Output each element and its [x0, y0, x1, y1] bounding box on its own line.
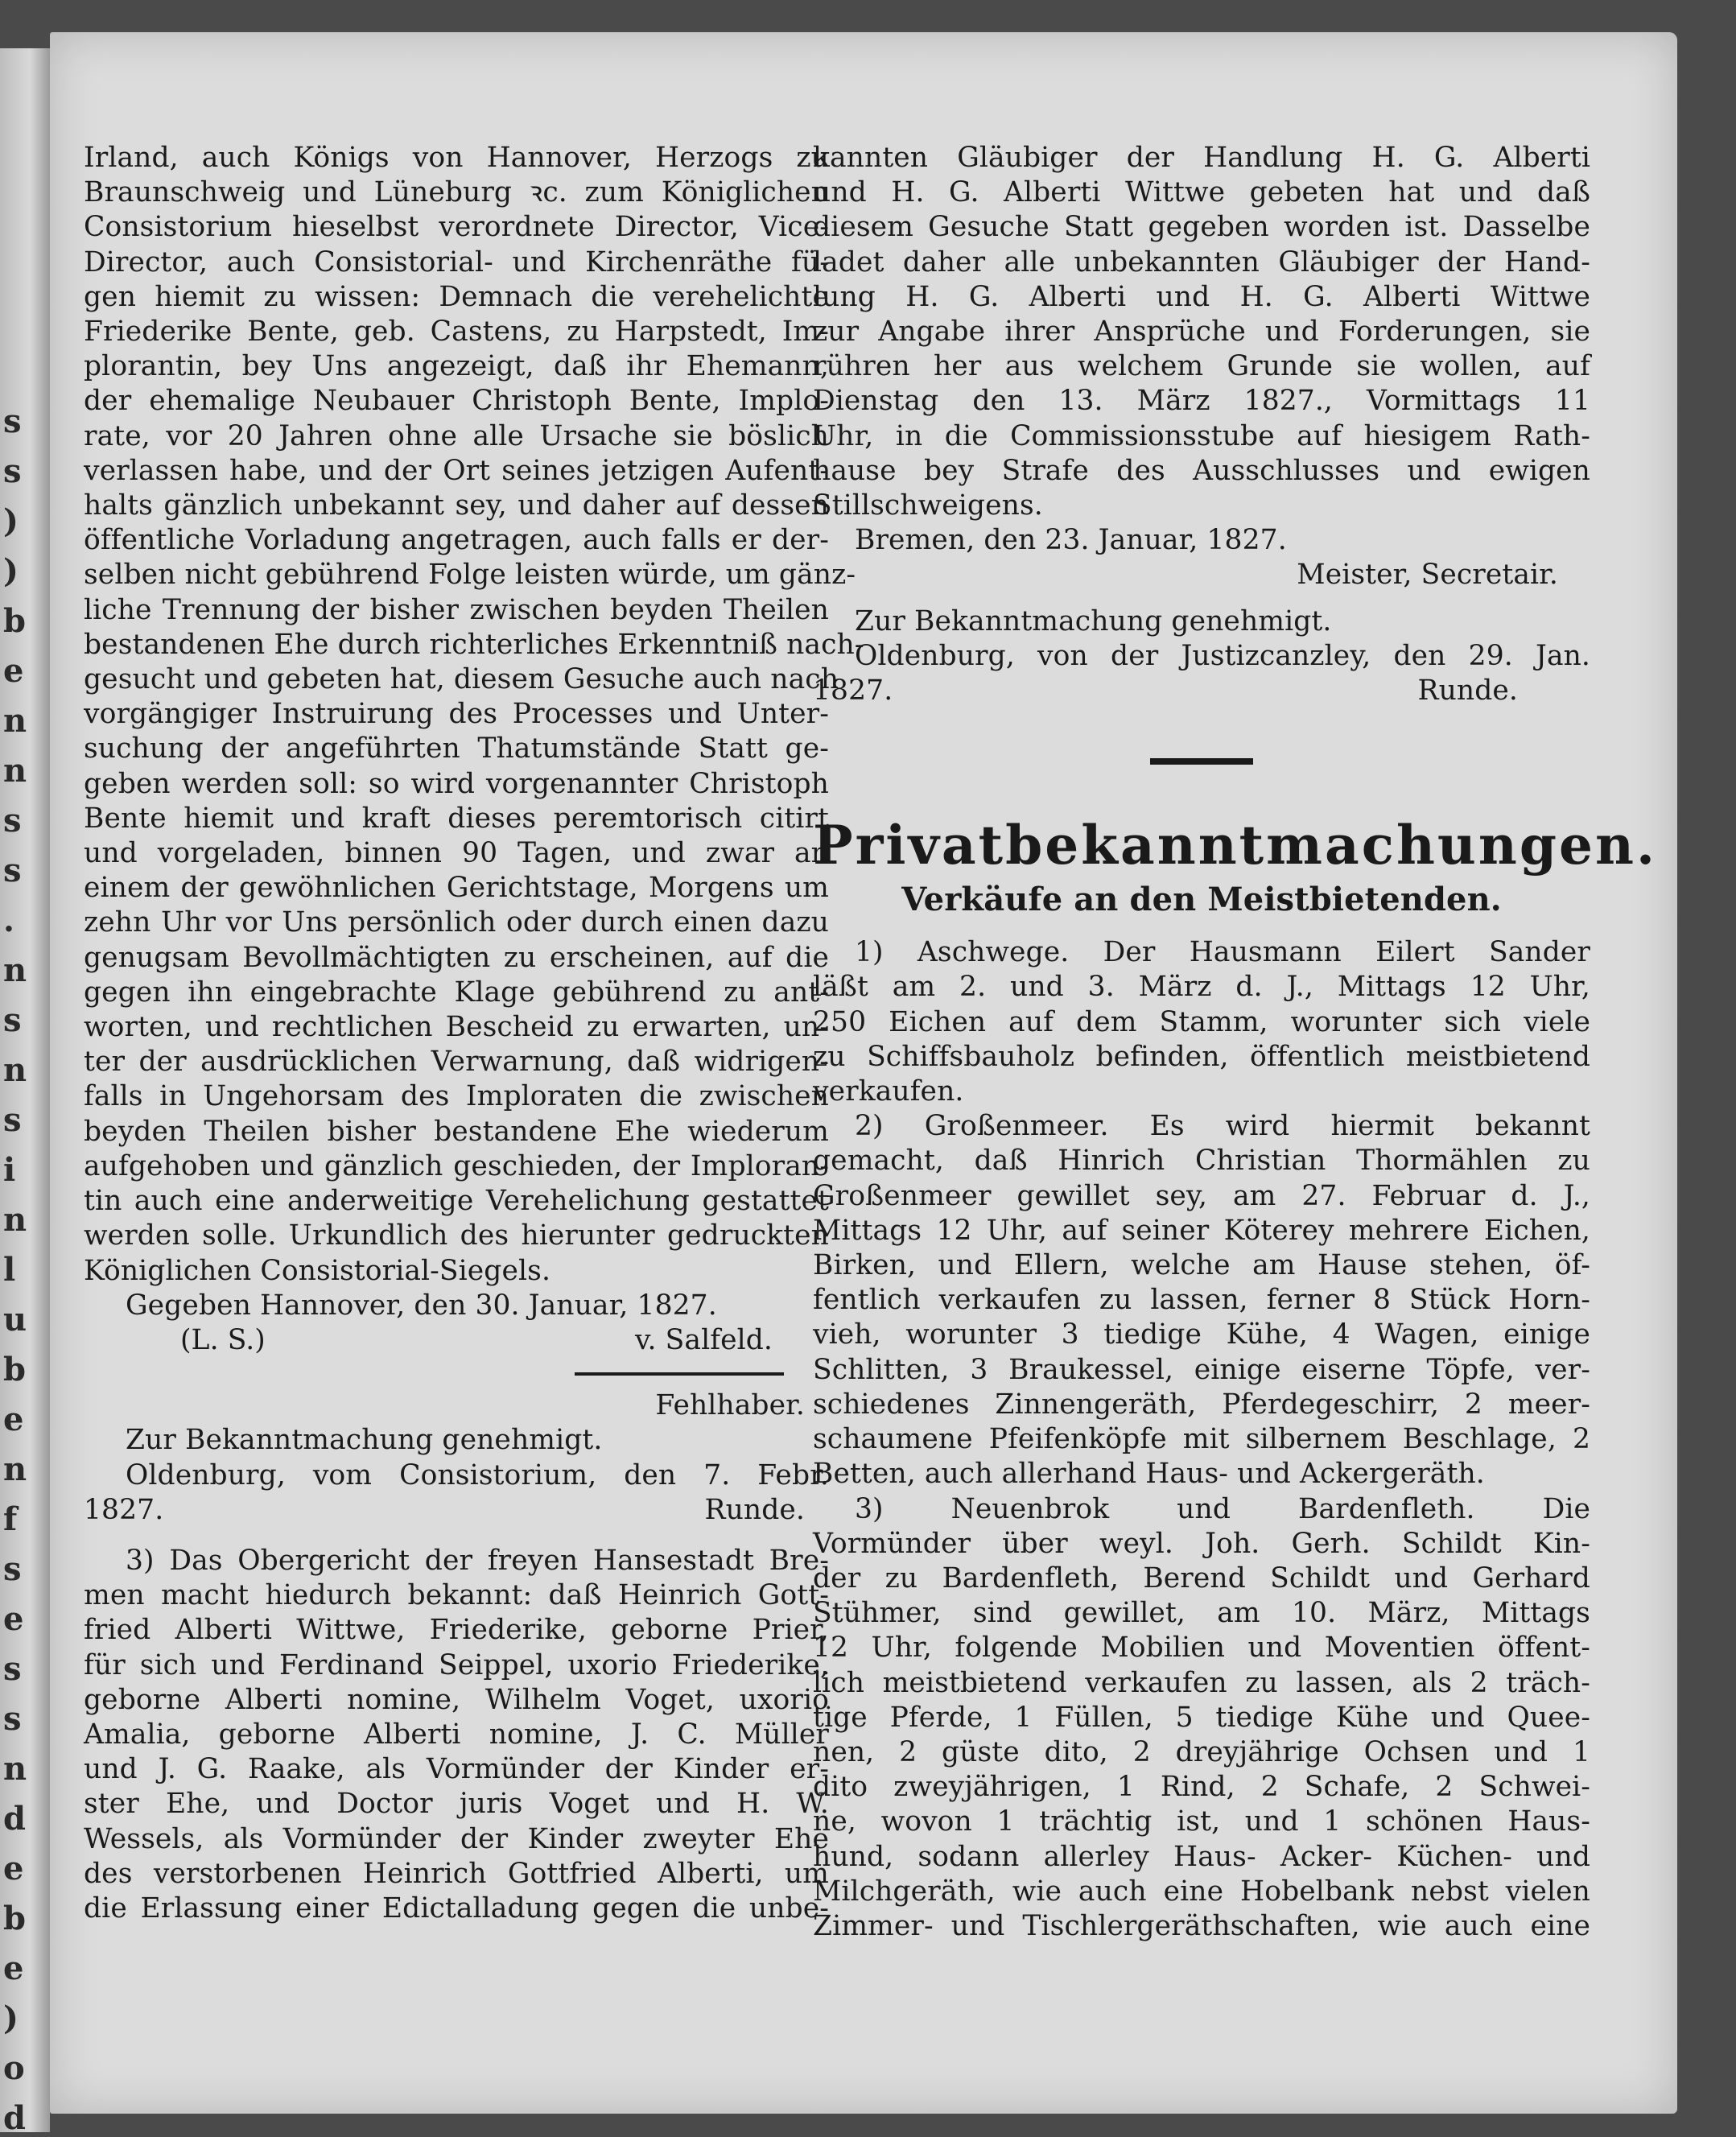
- right-column: [813, 141, 1658, 1944]
- text-line: läßt am 2. und 3. März d. J., Mittags 12 Uhr,: [813, 971, 1590, 1004]
- item-neuenbrok-bardenfleth: [813, 1492, 1590, 1945]
- prev-page-glyph: ): [3, 502, 19, 540]
- text-line: worten, und rechtlichen Bescheid zu erwarten, un-: [84, 1011, 829, 1044]
- prev-page-glyph: n: [3, 951, 27, 989]
- signer-salfeld: v. Salfeld.: [635, 1323, 773, 1356]
- text-line: fentlich verkaufen zu lassen, ferner 8 Stück Horn-: [813, 1284, 1590, 1317]
- text-line: des verstorbenen Heinrich Gottfried Alberti, um: [84, 1857, 829, 1890]
- prev-page-glyph: s: [3, 1550, 22, 1588]
- text-line: und J. G. Raake, als Vormünder der Kinder er-: [84, 1753, 829, 1786]
- auction-sales-subheading: Verkäufe an den Meistbietenden.: [901, 881, 1502, 919]
- text-line: für sich und Ferdinand Seippel, uxorio Friederike,: [84, 1648, 829, 1681]
- text-line: 3) Das Obergericht der freyen Hansestadt Bre-: [126, 1544, 829, 1577]
- text-line: vieh, worunter 3 tiedige Kühe, 4 Wagen, einige: [813, 1318, 1590, 1351]
- approval-line-left: Zur Bekanntmachung genehmigt.: [126, 1424, 603, 1457]
- text-line: 1) Aschwege. Der Hausmann Eilert Sander: [855, 936, 1590, 969]
- previous-page-text-fragments: [3, 48, 45, 2137]
- prev-page-glyph: s: [3, 802, 22, 840]
- left-column: [84, 141, 864, 1926]
- text-line: 3) Neuenbrok und Bardenfleth. Die: [855, 1492, 1590, 1525]
- text-line: 2) Großenmeer. Es wird hiermit bekannt: [855, 1110, 1590, 1143]
- text-line: schiedenes Zinnengeräth, Pferdegeschirr, 2 meer-: [813, 1388, 1590, 1421]
- prev-page-glyph: u: [3, 1301, 27, 1339]
- prev-page-glyph: e: [3, 652, 24, 690]
- prev-page-glyph: n: [3, 1750, 27, 1788]
- text-line: einem der gewöhnlichen Gerichtstage, Morgens um: [84, 872, 829, 905]
- text-line: lung H. G. Alberti und H. G. Alberti Wittwe: [813, 280, 1590, 313]
- oldenburg-consistory-line: Oldenburg, vom Consistorium, den 7. Febr.: [126, 1458, 829, 1491]
- prev-page-glyph: o: [3, 2049, 25, 2087]
- prev-page-glyph: s: [3, 1001, 22, 1039]
- text-line: vorgängiger Instruirung des Processes und Unter-: [84, 698, 829, 731]
- prev-page-glyph: b: [3, 602, 26, 640]
- text-line: Amalia, geborne Alberti nomine, J. C. Müller: [84, 1718, 829, 1751]
- text-line: 12 Uhr, folgende Mobilien und Moventien öffent-: [813, 1632, 1590, 1665]
- text-line: Uhr, in die Commissionsstube auf hiesigem Rath-: [813, 419, 1590, 452]
- text-line: diesem Gesuche Statt gegeben worden ist. Dasselbe: [813, 211, 1590, 244]
- text-line: Friederike Bente, geb. Castens, zu Harpstedt, Im-: [84, 316, 829, 349]
- year-runde-row-right: [813, 674, 1590, 708]
- text-line: ter der ausdrücklichen Verwarnung, daß widrigen-: [84, 1046, 829, 1079]
- text-line: dito zweyjährigen, 1 Rind, 2 Schafe, 2 Schwei-: [813, 1771, 1590, 1804]
- meister-secretair: Meister, Secretair.: [1297, 559, 1558, 592]
- given-date-line: Gegeben Hannover, den 30. Januar, 1827.: [126, 1289, 717, 1322]
- text-line: halts gänzlich unbekannt sey, und daher auf dessen: [84, 489, 829, 522]
- year-runde-row-left: [84, 1493, 829, 1528]
- signature-rule: [575, 1372, 784, 1376]
- year-right: 1827.: [813, 675, 893, 708]
- text-line: Birken, und Ellern, welche am Hause stehen, öf-: [813, 1249, 1590, 1282]
- text-line: die Erlassung einer Edictalladung gegen die unbe-: [84, 1892, 829, 1925]
- text-line: hause bey Strafe des Ausschlusses und ewigen: [813, 454, 1590, 487]
- prev-page-glyph: e: [3, 1600, 24, 1638]
- text-line: tige Pferde, 1 Füllen, 5 tiedige Kühe und Quee-: [813, 1701, 1590, 1734]
- text-line: rühren her aus welchem Grunde sie wollen, auf: [813, 350, 1590, 383]
- text-line: gen hiemit zu wissen: Demnach die verehelichte: [84, 280, 829, 313]
- text-line: gegen ihn eingebrachte Klage gebührend zu ant-: [84, 976, 829, 1009]
- text-line: selben nicht gebührend Folge leisten würde, um gänz-: [84, 559, 856, 592]
- prev-page-glyph: d: [3, 1800, 26, 1838]
- signer-fehlhaber: Fehlhaber.: [655, 1389, 805, 1422]
- creditor-summons-text: [813, 141, 1590, 523]
- text-line: rate, vor 20 Jahren ohne alle Ursache sie böslich: [84, 419, 829, 452]
- prev-page-glyph: s: [3, 1650, 22, 1688]
- prev-page-glyph: d: [3, 2099, 26, 2137]
- text-line: lich meistbietend verkaufen zu lassen, als 2 träch-: [813, 1666, 1590, 1699]
- text-line: Zimmer- und Tischlergeräthschaften, wie auch eine: [813, 1909, 1590, 1942]
- text-line: plorantin, bey Uns angezeigt, daß ihr Ehemann,: [84, 350, 829, 383]
- text-line: fried Alberti Wittwe, Friederike, geborne Prier,: [84, 1614, 829, 1647]
- text-line: nen, 2 güste dito, 2 dreyjährige Ochsen und 1: [813, 1735, 1590, 1768]
- text-line: verlassen habe, und der Ort seines jetzigen Aufent-: [84, 454, 829, 487]
- previous-page-edge: [0, 48, 50, 2137]
- text-line: werden solle. Urkundlich des hierunter gedruckten: [84, 1219, 829, 1252]
- prev-page-glyph: s: [3, 1700, 22, 1738]
- text-line: der zu Bardenfleth, Berend Schildt und Gerhard: [813, 1561, 1590, 1594]
- text-line: Königlichen Consistorial-Siegels.: [84, 1254, 551, 1287]
- prev-page-glyph: b: [3, 1900, 26, 1937]
- text-line: Braunschweig und Lüneburg ꝛc. zum Königlichen: [84, 176, 829, 209]
- text-line: verkaufen.: [813, 1075, 964, 1108]
- text-line: kannten Gläubiger der Handlung H. G. Alberti: [813, 142, 1590, 174]
- text-line: falls in Ungehorsam des Imploraten die zwischen: [84, 1080, 829, 1113]
- text-line: Director, auch Consistorial- und Kirchenräthe fü-: [84, 245, 829, 278]
- prev-page-glyph: l: [3, 1251, 16, 1289]
- text-line: Bente hiemit und kraft dieses peremtorisch citirt: [84, 802, 829, 835]
- prev-page-glyph: s: [3, 452, 22, 490]
- runde-right: Runde.: [1417, 675, 1518, 708]
- prev-page-glyph: s: [3, 852, 22, 889]
- document-page: [50, 32, 1677, 2114]
- text-line: Stühmer, sind gewillet, am 10. März, Mittags: [813, 1597, 1590, 1630]
- text-line: der ehemalige Neubauer Christoph Bente, Implo-: [84, 385, 829, 418]
- section-divider: [1150, 758, 1253, 765]
- text-line: men macht hiedurch bekannt: daß Heinrich Gott-: [84, 1579, 829, 1612]
- text-line: Irland, auch Königs von Hannover, Herzogs zu: [84, 142, 829, 174]
- prev-page-glyph: e: [3, 1850, 24, 1887]
- bremen-date-line: Bremen, den 23. Januar, 1827.: [855, 524, 1287, 557]
- text-line: 250 Eichen auf dem Stamm, worunter sich viele: [813, 1005, 1590, 1038]
- year-left: 1827.: [84, 1493, 164, 1526]
- seal-signature-row: [84, 1323, 829, 1358]
- text-line: zur Angabe ihrer Ansprüche und Forderungen, sie: [813, 316, 1590, 349]
- text-line: gesucht und gebeten hat, diesem Gesuche auch nach: [84, 663, 839, 696]
- prev-page-glyph: n: [3, 1051, 27, 1089]
- prev-page-glyph: ): [3, 552, 19, 590]
- text-line: und H. G. Alberti Wittwe gebeten hat und daß: [813, 176, 1590, 209]
- prev-page-glyph: ): [3, 1999, 19, 2037]
- prev-page-glyph: s: [3, 402, 22, 440]
- text-line: Großenmeer gewillet sey, am 27. Februar d. J.,: [813, 1179, 1590, 1212]
- text-line: genugsam Bevollmächtigten zu erscheinen, auf die: [84, 941, 829, 974]
- text-line: und vorgeladen, binnen 90 Tagen, und zwar an: [84, 837, 829, 870]
- prev-page-glyph: f: [3, 1500, 18, 1538]
- text-line: öffentliche Vorladung angetragen, auch falls er der-: [84, 524, 829, 557]
- text-line: gemacht, daß Hinrich Christian Thormählen zu: [813, 1145, 1590, 1178]
- text-line: schaumene Pfeifenköpfe mit silbernem Beschlage, 2: [813, 1423, 1590, 1456]
- text-line: ne, wovon 1 trächtig ist, und 1 schönen Haus-: [813, 1805, 1590, 1838]
- prev-page-glyph: n: [3, 702, 27, 740]
- prev-page-glyph: e: [3, 1949, 24, 1987]
- item-grossenmeer: [813, 1109, 1590, 1491]
- obergericht-notice-text: [84, 1544, 829, 1926]
- prev-page-glyph: n: [3, 1450, 27, 1488]
- seal-mark: (L. S.): [180, 1323, 266, 1356]
- item-aschwege: [813, 935, 1590, 1109]
- text-line: suchung der angeführten Thatumstände Statt ge-: [84, 732, 829, 765]
- text-line: hund, sodann allerley Haus- Acker- Küchen- und: [813, 1840, 1590, 1873]
- text-line: Betten, auch allerhand Haus- und Ackergeräth.: [813, 1458, 1485, 1491]
- text-line: Vormünder über weyl. Joh. Gerh. Schildt Kin-: [813, 1527, 1590, 1560]
- text-line: bestandenen Ehe durch richterliches Erkenntniß nach-: [84, 628, 864, 661]
- prev-page-glyph: e: [3, 1401, 24, 1438]
- text-line: Wessels, als Vormünder der Kinder zweyter Ehe: [84, 1822, 829, 1855]
- prev-page-glyph: n: [3, 1201, 27, 1239]
- text-line: Milchgeräth, wie auch eine Hobelbank nebst vielen: [813, 1875, 1590, 1908]
- text-line: ster Ehe, und Doctor juris Voget und H. W.: [84, 1788, 829, 1821]
- prev-page-glyph: b: [3, 1351, 26, 1388]
- text-line: beyden Theilen bisher bestandene Ehe wiederum: [84, 1115, 829, 1148]
- prev-page-glyph: i: [3, 1151, 16, 1189]
- text-line: liche Trennung der bisher zwischen beyden Theilen: [84, 593, 829, 626]
- text-line: tin auch eine anderweitige Verehelichung gestattet: [84, 1185, 829, 1218]
- text-line: ladet daher alle unbekannten Gläubiger der Hand-: [813, 245, 1590, 278]
- text-line: Consistorium hieselbst verordnete Director, Vice-: [84, 211, 829, 244]
- prev-page-glyph: .: [3, 901, 14, 939]
- text-line: aufgehoben und gänzlich geschieden, der Imploran-: [84, 1149, 829, 1182]
- text-line: Mittags 12 Uhr, auf seiner Köterey mehrere Eichen,: [813, 1214, 1590, 1247]
- approval-line-right: Zur Bekanntmachung genehmigt.: [855, 604, 1332, 637]
- text-line: Stillschweigens.: [813, 489, 1043, 522]
- text-line: zehn Uhr vor Uns persönlich oder durch einen dazu: [84, 906, 829, 939]
- private-announcements-heading: Privatbekanntmachungen.: [813, 814, 1658, 877]
- text-line: zu Schiffsbauholz befinden, öffentlich meistbietend: [813, 1040, 1590, 1073]
- prev-page-glyph: s: [3, 1101, 22, 1139]
- text-line: geben werden soll: so wird vorgenannter Christoph: [84, 767, 829, 800]
- text-line: Dienstag den 13. März 1827., Vormittags 11: [813, 385, 1590, 418]
- oldenburg-justice-line: Oldenburg, von der Justizcanzley, den 29. Jan.: [855, 639, 1590, 672]
- text-line: Schlitten, 3 Braukessel, einige eiserne Töpfe, ver-: [813, 1353, 1590, 1386]
- text-line: geborne Alberti nomine, Wilhelm Voget, uxorio: [84, 1683, 829, 1716]
- runde-left: Runde.: [704, 1493, 805, 1526]
- prev-page-glyph: n: [3, 752, 27, 790]
